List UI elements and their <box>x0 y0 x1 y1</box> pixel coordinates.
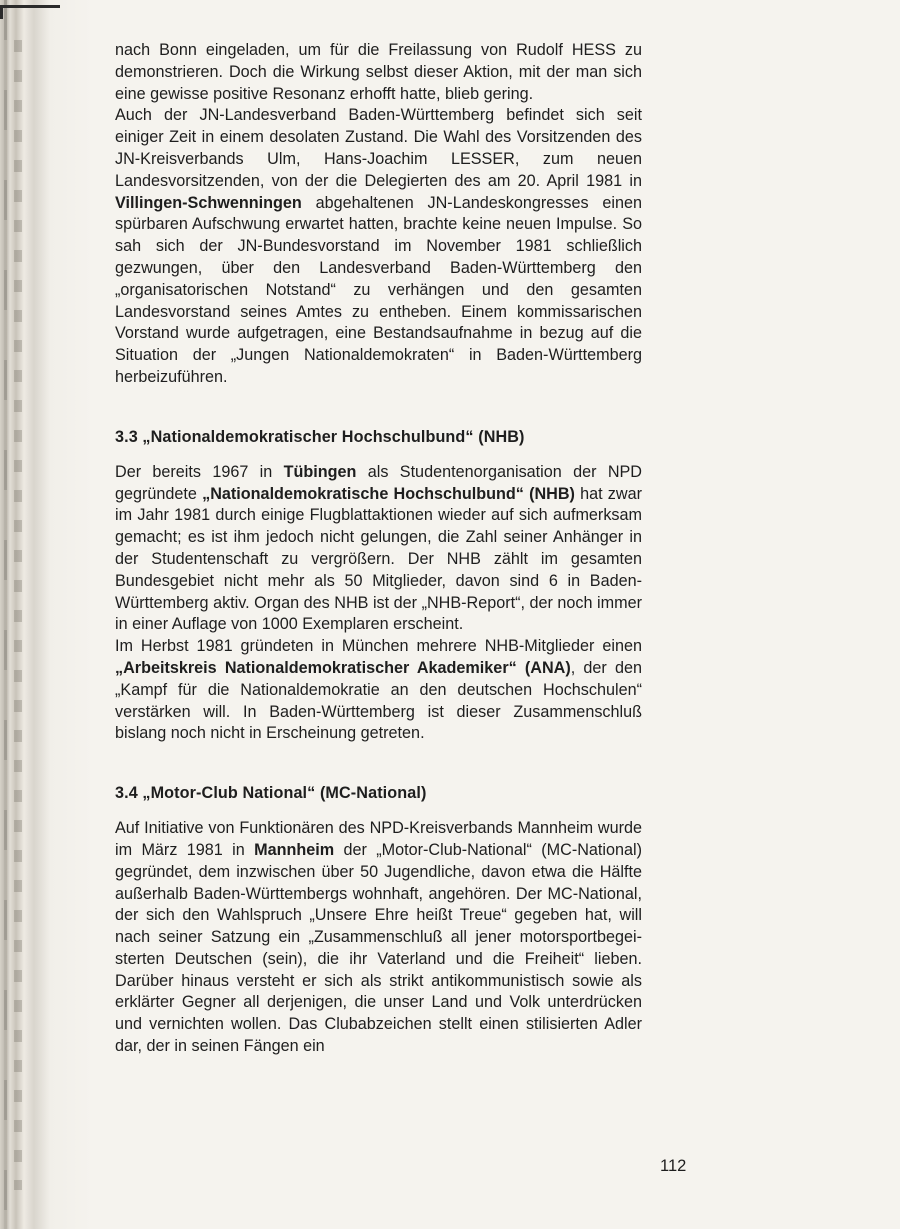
text-run: hat zwar im Jahr 1981 durch einige Flugblattaktionen wieder auf sich aufmerksam gemacht; es ist ihm jedoch nicht gelungen, die Zahl seiner Anhänger in der Studentenschaft zu vergrößern. Der NHB zählt im gesamten Bundesgebiet nicht mehr als 50 Mitglieder, davon sind 6 in Baden-Württemberg aktiv. Organ des NHB ist der „NHB-Report“, der noch immer in einer Auflage von 1000 Exemplaren erscheint. <box>115 484 642 634</box>
scan-corner-mark <box>0 0 60 20</box>
text-run: der „Motor-Club-National“ (MC-National) gegründet, dem inzwischen über 50 Jugendliche, davon etwa die Hälfte außerhalb Baden-Württembergs wohnhaft, angehören. Der MC-National, der sich den Wahlspruch „Unsere Ehre heißt Treue“ gegeben hat, will nach seiner Satzung ein „Zusammenschluß all jener motorsportbegeisterten Deutschen (sein), die ihr Vaterland und die Freiheit“ lieben. Darüber hinaus versteht er sich als strikt antikommunistisch sowie als erklärter Gegner all derjenigen, die unser Land und Volk unterdrücken und vernichten wollen. Das Clubabzeichen stellt einen stilisierten Adler dar, der in seinen Fängen ein <box>115 840 642 1056</box>
text-run: als Studentenorganisation der NPD gegründete <box>115 462 642 503</box>
place-villingen-schwenningen: Villingen-Schwenningen <box>115 193 302 212</box>
text-run: Auch der JN-Landesverband Baden-Württemberg befindet sich seit einiger Zeit in einem desolaten Zustand. Die Wahl des Vorsitzenden des JN-Kreisverbands Ulm, Hans-Joachim LESSER, zum neuen Landesvorsitzenden, von der die Delegierten des am 20. April 1981 in <box>115 106 642 190</box>
text-run: abgehaltenen JN-Landeskongresses einen spürbaren Aufschwung erwartet hatten, brachte keine neuen Impulse. So sah sich der JN-Bundesvorstand im November 1981 schließlich gezwungen, über den Landesverband Baden-Württemberg den „organisatorischen Notstand“ zu verhängen und den gesamten Landesvorstand seines Amtes zu entheben. Einem kommissarischen Vorstand wurde aufgetragen, eine Bestandsaufnahme in bezug auf die Situation der „Jungen Nationaldemokraten“ in Baden-Württemberg herbeizuführen. <box>115 193 642 386</box>
book-binding-edge <box>0 0 92 1229</box>
text-run: , der den „Kampf für die Nationaldemokratie an den deutschen Hochschulen“ verstärken will. In Baden-Württemberg ist dieser Zusammenschluß bislang noch nicht in Erscheinung getreten. <box>115 658 642 743</box>
text-run: Auf Initiative von Funktionären des NPD-Kreisverbands Mannheim wurde im März 1981 in <box>115 819 642 859</box>
document-page <box>115 40 642 1058</box>
text-run: Im Herbst 1981 gründeten in München mehrere NHB-Mitglieder einen <box>115 637 642 656</box>
place-tuebingen: Tübingen <box>283 462 357 481</box>
paragraph-mc-national <box>115 818 642 1058</box>
text-run: Der bereits 1967 in <box>115 462 284 481</box>
paragraph-jn-landesverband <box>115 105 642 388</box>
org-nhb: „Nationaldemokratische Hochschulbund“ (NHB) <box>202 484 575 503</box>
paragraph-hess-demo: nach Bonn eingeladen, um für die Freilassung von Rudolf HESS zu demonstrieren. Doch die Wirkung selbst dieser Aktion, mit der man sich eine gewisse positive Resonanz erhofft hatte, blieb gering. <box>115 41 642 103</box>
section-heading-nhb: 3.3 „Nationaldemokratischer Hochschulbund“ (NHB) <box>115 427 525 446</box>
paragraph-nhb <box>115 462 642 636</box>
page-number: 112 <box>660 1157 687 1175</box>
section-heading-mc-national: 3.4 „Motor-Club National“ (MC-National) <box>115 784 427 803</box>
paragraph-ana <box>115 636 642 745</box>
org-ana: „Arbeitskreis Nationaldemokratischer Akademiker“ (ANA) <box>115 658 571 677</box>
place-mannheim: Mannheim <box>254 840 335 859</box>
